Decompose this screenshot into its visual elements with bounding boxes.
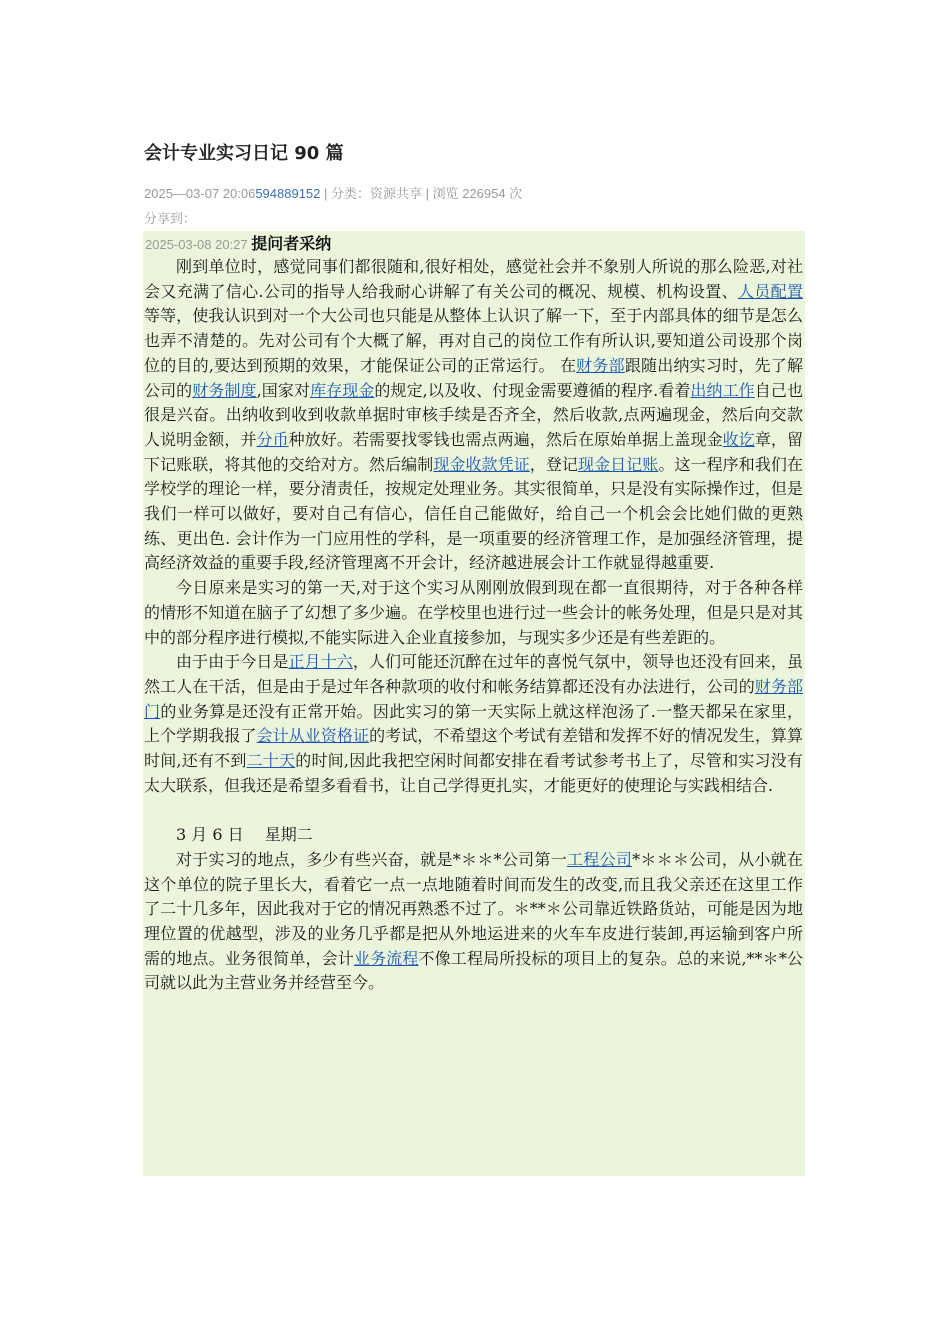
link-paid-stamp[interactable]: 收讫 <box>722 429 755 449</box>
paragraph-1: 刚到单位时，感觉同事们都很随和,很好相处，感觉社会并不象别人所说的那么险恶,对社会又充满了信心.公司的指导人给我耐心讲解了有关公司的概况、规模、机构设置、人员配置等等，使我认识到对一个大公司也只能是从整体上认识了解一下，至于内部具体的细节是怎么也弄不清楚的。先对公司有个大概了解，再对自己的岗位工作有所认识,要知道公司设那个岗位的目的,要达到预期的效果，才能保证公司的正常运行。 在财务部跟随出纳实习时，先了解公司的财务制度,国家对库存现金的规定,以及收、付现金需要遵循的程序.看着出纳工作自己也很是兴奋。出纳收到收到收款单据时审核手续是否齐全，然后收款,点两遍现金，然后向交款人说明金额，并分币种放好。若需要找零钱也需点两遍，然后在原始单据上盖现金收讫章，留下记账联，将其他的交给对方。然后编制现金收款凭证，登记现金日记账。这一程序和我们在学校学的理论一样，要分清责任，按规定处理业务。其实很简单，只是没有实际操作过，但是我们一样可以做好，要对自己有信心，信任自己能做好，给自己一个机会会比她们做的更熟练、更出色. 会计作为一门应用性的学科，是一项重要的经济管理工作，是加强经济管理，提高经济效益的重要手段,经济管理离不开会计，经济越进展会计工作就显得越重要. <box>144 257 803 573</box>
link-cash-receipt-voucher[interactable]: 现金收款凭证 <box>433 454 530 474</box>
post-views: | 浏览 226954 次 <box>425 186 523 201</box>
post-category: | 分类：资源共享 <box>320 186 426 201</box>
blank-line <box>144 798 803 823</box>
share-label: 分享到： <box>144 211 197 226</box>
answer-header <box>145 233 805 255</box>
post-datetime: 2025—03-07 20:06 <box>144 186 256 201</box>
link-finance-dept[interactable]: 财务部 <box>576 355 625 375</box>
link-engineering-company[interactable]: 工程公司 <box>567 849 633 869</box>
link-coins[interactable]: 分币 <box>256 429 289 449</box>
link-twenty-days[interactable]: 二十天 <box>246 751 296 771</box>
link-cash-journal[interactable]: 现金日记账 <box>578 454 659 474</box>
page-title: 会计专业实习日记 90 篇 <box>144 143 344 164</box>
paragraph-5: 对于实习的地点，多少有些兴奋，就是*＊＊*公司第一工程公司*＊＊＊公司，从小就在这个单位的院子里长大，看着它一点一点地随着时间而发生的改变,而且我父亲还在这里工作了二十几多年，因此我对于它的情况再熟悉不过了。＊**＊公司靠近铁路货站，可能是因为地理位置的优越型，涉及的业务几乎都是把从外地运进来的火车车皮进行装卸,再运输到客户所需的地点。业务很简单，会计业务流程不像工程局所投标的项目上的复杂。总的来说,**＊*公司就以此为主营业务并经营至今。 <box>144 849 803 993</box>
link-finance-department[interactable]: 财务部门 <box>144 676 803 721</box>
answer-accepted-label: 提问者采纳 <box>251 234 332 253</box>
answer-body <box>143 255 805 996</box>
post-meta <box>144 183 522 202</box>
answer-date: 2025-03-08 20:27 <box>145 237 252 252</box>
link-staffing[interactable]: 人员配置 <box>737 281 803 301</box>
link-accounting-certificate[interactable]: 会计从业资格证 <box>256 726 370 746</box>
paragraph-3: 由于由于今日是正月十六，人们可能还沉醉在过年的喜悦气氛中，领导也还没有回来，虽然工人在干活，但是由于是过年各种款项的收付和帐务结算都还没有办法进行，公司的财务部门的业务算是还没有正常开始。因此实习的第一天实际上就这样泡汤了.一整天都呆在家里，上个学期我报了会计从业资格证的考试，不希望这个考试有差错和发挥不好的情况发生，算算时间,还有不到二十天的时间,因此我把空闲时间都安排在看考试参考书上了，尽管和实习没有太大联系，但我还是希望多看看书，让自己学得更扎实，才能更好的使理论与实践相结合. <box>144 652 803 795</box>
diary-date: 3 月 6 日 星期二 <box>176 825 313 845</box>
link-lantern-day[interactable]: 正月十六 <box>288 652 353 672</box>
link-business-process[interactable]: 业务流程 <box>353 948 419 968</box>
accepted-answer <box>143 231 805 1176</box>
link-cash-on-hand[interactable]: 库存现金 <box>310 380 375 400</box>
paragraph-2: 今日原来是实习的第一天,对于这个实习从刚刚放假到现在都一直很期待，对于各种各样的情形不知道在脑子了幻想了多少遍。在学校里也进行过一些会计的帐务处理，但是只是对其中的部分程序进行模拟,不能实际进入企业直接参加，与现实多少还是有些差距的。 <box>144 578 803 647</box>
link-finance-system[interactable]: 财务制度 <box>192 380 257 400</box>
link-cashier-work[interactable]: 出纳工作 <box>690 380 755 400</box>
post-id-link[interactable]: 594889152 <box>255 186 321 201</box>
